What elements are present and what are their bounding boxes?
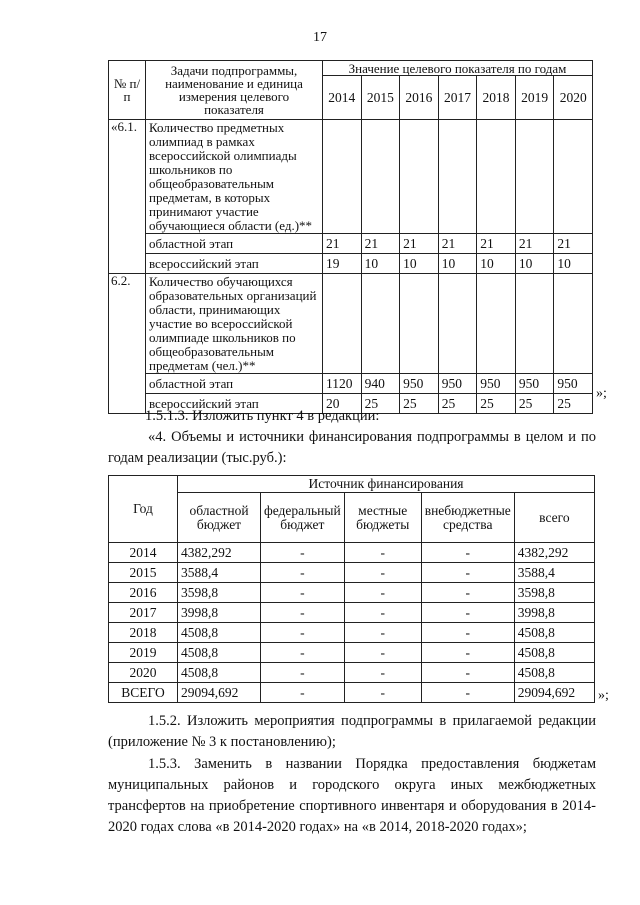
amount-cell: - [421, 603, 514, 623]
table-row [109, 623, 595, 643]
year-cell: 2017 [109, 603, 178, 623]
col-header: областной бюджет [178, 493, 261, 543]
amount-cell: 4508,8 [178, 643, 261, 663]
amount-cell: 4382,292 [514, 543, 594, 563]
year-cell: 2014 [109, 543, 178, 563]
value-cell: 21 [477, 234, 516, 254]
value-cell: 10 [361, 254, 400, 274]
value-cell: 19 [323, 254, 362, 274]
amount-cell: - [261, 683, 345, 703]
amount-cell: - [344, 683, 421, 703]
table-row [109, 563, 595, 583]
year-cell: 2019 [109, 643, 178, 663]
year-header: 2015 [361, 76, 400, 120]
year-header: 2018 [477, 76, 516, 120]
table-close-quote: »; [598, 688, 609, 703]
amount-cell: - [344, 583, 421, 603]
value-cell: 950 [554, 374, 593, 394]
year-header: 2017 [438, 76, 477, 120]
amount-cell: - [421, 583, 514, 603]
amount-cell: - [261, 623, 345, 643]
amount-cell: 3598,8 [178, 583, 261, 603]
row-label: областной этап [146, 234, 323, 254]
amount-cell: - [421, 643, 514, 663]
amount-cell: - [344, 663, 421, 683]
value-cell: 950 [438, 374, 477, 394]
value-cell: 10 [400, 254, 439, 274]
year-cell: 2015 [109, 563, 178, 583]
value-cell: 25 [554, 394, 593, 414]
row-label: всероссийский этап [146, 254, 323, 274]
amount-cell: - [421, 563, 514, 583]
table-row [109, 583, 595, 603]
table-row [109, 603, 595, 623]
amount-cell: - [261, 583, 345, 603]
task-text: Количество обучающихся образовательных организаций области, принимающих участие во всероссийской олимпиаде школьников по общеобразовательным предметам (чел.)** [146, 274, 323, 374]
year-cell: 2016 [109, 583, 178, 603]
value-cell: 21 [400, 234, 439, 254]
col-header: всего [514, 493, 594, 543]
paragraph-153: 1.5.3. Заменить в названии Порядка предоставления бюджетам муниципальных районов и городского округа иных межбюджетных трансфертов на приобретение спортивного инвентаря и оборудования в 2014-2020 годах слова «в 2014-2020 годах» на «в 2014, 2018-2020 годах»; [108, 756, 596, 835]
col-header: местные бюджеты [344, 493, 421, 543]
year-header: 2020 [554, 76, 593, 120]
row-label: всероссийский этап [146, 394, 323, 414]
amount-cell: 3588,4 [514, 563, 594, 583]
year-cell: 2018 [109, 623, 178, 643]
amount-cell: 3998,8 [178, 603, 261, 623]
amount-cell: - [421, 543, 514, 563]
year-cell: ВСЕГО [109, 683, 178, 703]
amount-cell: 4508,8 [514, 643, 594, 663]
amount-cell: - [261, 663, 345, 683]
paragraph-4: «4. Объемы и источники финансирования подпрограммы в целом и по годам реализации (тыс.руб.): [108, 429, 596, 466]
value-cell: 21 [361, 234, 400, 254]
value-cell: 21 [323, 234, 362, 254]
amount-cell: 3598,8 [514, 583, 594, 603]
year-cell: 2020 [109, 663, 178, 683]
header-source: Источник финансирования [178, 476, 595, 493]
table-close-quote: »; [596, 386, 607, 401]
task-text: Количество предметных олимпиад в рамках всероссийской олимпиады школьников по общеобразовательным предметам, в которых принимают участие обучающиеся области (ед.)** [146, 120, 323, 234]
amount-cell: - [344, 563, 421, 583]
table-row [109, 683, 595, 703]
value-cell: 25 [438, 394, 477, 414]
item-number: 6.2. [109, 274, 146, 414]
header-value: Значение целевого показателя по годам [323, 61, 593, 76]
amount-cell: - [261, 563, 345, 583]
amount-cell: - [344, 643, 421, 663]
amount-cell: 4508,8 [178, 663, 261, 683]
value-cell: 10 [438, 254, 477, 274]
table-row [109, 254, 593, 274]
paragraph-152: 1.5.2. Изложить мероприятия подпрограммы в прилагаемой редакции (приложение № 3 к постановлению); [108, 713, 596, 750]
col-header: внебюджетные средства [421, 493, 514, 543]
amount-cell: - [421, 683, 514, 703]
year-header: 2019 [515, 76, 554, 120]
value-cell: 21 [438, 234, 477, 254]
paragraph-1513: 1.5.1.3. Изложить пункт 4 в редакции: [145, 408, 380, 424]
amount-cell: - [344, 623, 421, 643]
amount-cell: 29094,692 [178, 683, 261, 703]
value-cell: 25 [515, 394, 554, 414]
value-cell: 21 [554, 234, 593, 254]
value-cell: 25 [477, 394, 516, 414]
header-year: Год [109, 476, 178, 543]
item-number: «6.1. [109, 120, 146, 274]
amount-cell: - [421, 623, 514, 643]
amount-cell: - [344, 603, 421, 623]
indicators-table [108, 60, 593, 414]
amount-cell: - [261, 643, 345, 663]
amount-cell: 29094,692 [514, 683, 594, 703]
year-header: 2016 [400, 76, 439, 120]
value-cell: 25 [361, 394, 400, 414]
amount-cell: 3588,4 [178, 563, 261, 583]
col-header: федеральный бюджет [261, 493, 345, 543]
financing-table [108, 475, 595, 703]
header-num: № п/п [109, 61, 146, 120]
amount-cell: 4382,292 [178, 543, 261, 563]
value-cell: 10 [554, 254, 593, 274]
table-row [109, 543, 595, 563]
page-number: 17 [313, 30, 327, 45]
value-cell: 10 [515, 254, 554, 274]
amount-cell: 3998,8 [514, 603, 594, 623]
table-row [109, 663, 595, 683]
amount-cell: 4508,8 [178, 623, 261, 643]
amount-cell: - [261, 543, 345, 563]
value-cell: 20 [323, 394, 362, 414]
amount-cell: - [261, 603, 345, 623]
amount-cell: 4508,8 [514, 623, 594, 643]
amount-cell: - [421, 663, 514, 683]
value-cell: 25 [400, 394, 439, 414]
table-row [109, 643, 595, 663]
value-cell: 940 [361, 374, 400, 394]
value-cell: 1120 [323, 374, 362, 394]
amount-cell: 4508,8 [514, 663, 594, 683]
row-label: областной этап [146, 374, 323, 394]
header-task: Задачи подпрограммы, наименование и единица измерения целевого показателя [146, 61, 323, 120]
value-cell: 21 [515, 234, 554, 254]
year-header: 2014 [323, 76, 362, 120]
table-row [109, 374, 593, 394]
value-cell: 10 [477, 254, 516, 274]
amount-cell: - [344, 543, 421, 563]
value-cell: 950 [477, 374, 516, 394]
value-cell: 950 [400, 374, 439, 394]
value-cell: 950 [515, 374, 554, 394]
table-row [109, 234, 593, 254]
